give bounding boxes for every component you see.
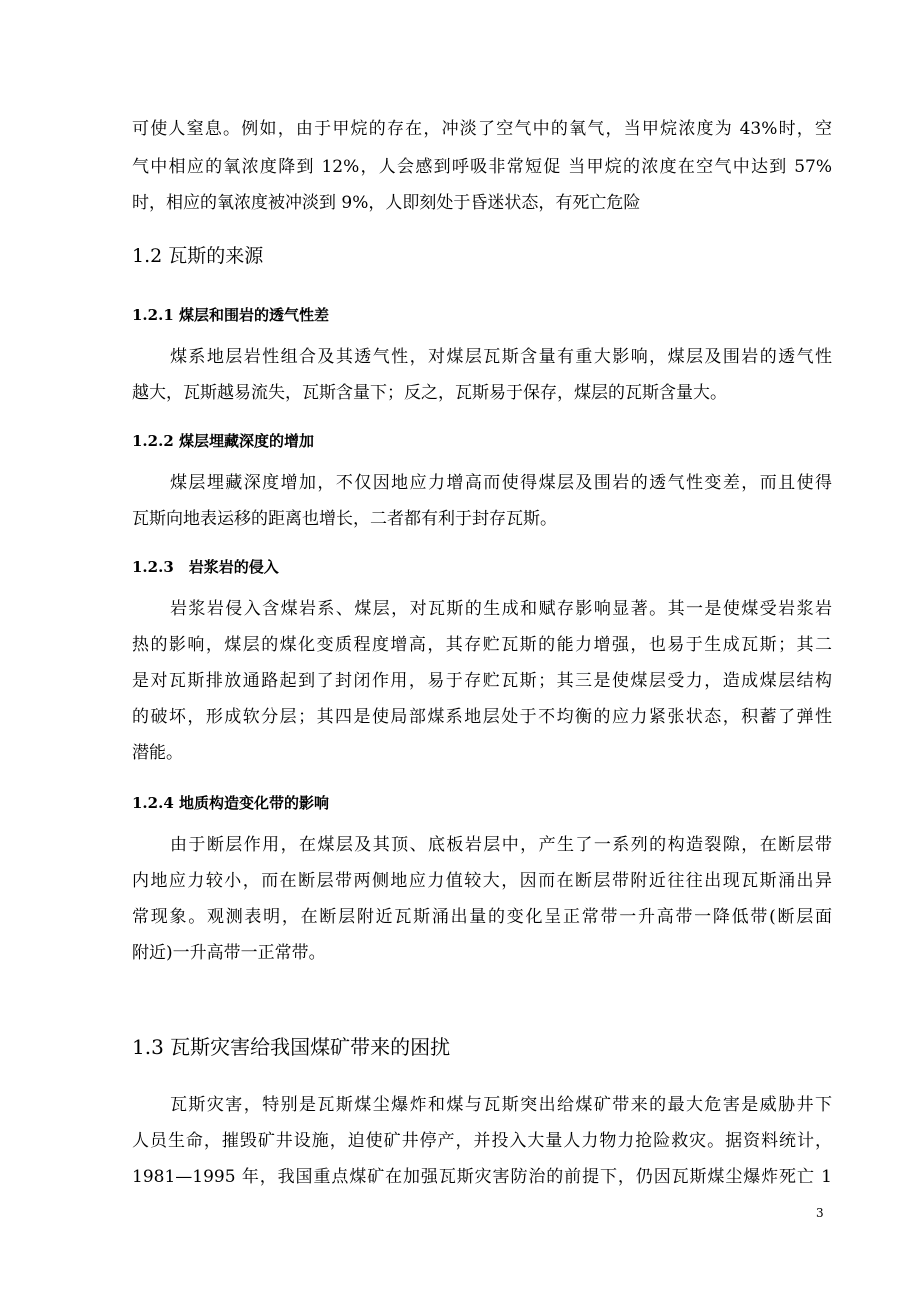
section-heading-1-3: 1.3 瓦斯灾害给我国煤矿带来的困扰	[132, 1035, 451, 1059]
paragraph-line: 时，相应的氧浓度被冲淡到 9%，人即刻处于昏迷状态，有死亡危险	[132, 193, 641, 213]
paragraph-line: 瓦斯向地表运移的距离也增长，二者都有利于封存瓦斯。	[132, 509, 557, 529]
paragraph-line: 潜能。	[132, 743, 183, 763]
paragraph-line: 气中相应的氧浓度降到 12%，人会感到呼吸非常短促 当甲烷的浓度在空气中达到 57%	[132, 157, 832, 177]
subsection-heading-1-2-3: 1.2.3 岩浆岩的侵入	[132, 558, 279, 576]
paragraph-line: 煤系地层岩性组合及其透气性，对煤层瓦斯含量有重大影响，煤层及围岩的透气性	[170, 347, 832, 367]
paragraph-line: 内地应力较小，而在断层带两侧地应力值较大，因而在断层带附近往往出现瓦斯涌出异	[132, 871, 832, 891]
subsection-heading-1-2-2: 1.2.2 煤层埋藏深度的增加	[132, 432, 314, 450]
page-number: 3	[816, 1206, 824, 1220]
section-heading-1-2: 1.2 瓦斯的来源	[132, 245, 264, 267]
paragraph-line: 的破坏，形成软分层；其四是使局部煤系地层处于不均衡的应力紧张状态，积蓄了弹性	[132, 707, 832, 727]
paragraph-line: 煤层埋藏深度增加，不仅因地应力增高而使得煤层及围岩的透气性变差，而且使得	[170, 473, 832, 493]
subsection-heading-1-2-1: 1.2.1 煤层和围岩的透气性差	[132, 306, 329, 324]
subsection-heading-1-2-4: 1.2.4 地质构造变化带的影响	[132, 794, 329, 812]
paragraph-line: 越大，瓦斯越易流失，瓦斯含量下；反之，瓦斯易于保存，煤层的瓦斯含量大。	[132, 383, 727, 403]
paragraph-line: 岩浆岩侵入含煤岩系、煤层，对瓦斯的生成和赋存影响显著。其一是使煤受岩浆岩	[170, 599, 832, 619]
paragraph-line: 热的影响，煤层的煤化变质程度增高，其存贮瓦斯的能力增强，也易于生成瓦斯；其二	[132, 635, 832, 655]
paragraph-line: 是对瓦斯排放通路起到了封闭作用，易于存贮瓦斯；其三是使煤层受力，造成煤层结构	[132, 671, 832, 691]
paragraph-line: 常现象。观测表明，在断层附近瓦斯涌出量的变化呈正常带一升高带一降低带(断层面	[132, 907, 832, 927]
paragraph-line: 可使人窒息。例如，由于甲烷的存在，冲淡了空气中的氧气，当甲烷浓度为 43%时，空	[132, 119, 832, 139]
paragraph-line: 瓦斯灾害，特别是瓦斯煤尘爆炸和煤与瓦斯突出给煤矿带来的最大危害是威胁井下	[170, 1095, 832, 1115]
paragraph-line: 人员生命，摧毁矿井设施，迫使矿井停产，并投入大量人力物力抢险救灾。据资料统计，	[132, 1131, 832, 1151]
paragraph-line: 1981—1995 年，我国重点煤矿在加强瓦斯灾害防治的前提下，仍因瓦斯煤尘爆炸死亡 1	[132, 1167, 832, 1187]
paragraph-line: 由于断层作用，在煤层及其顶、底板岩层中，产生了一系列的构造裂隙，在断层带	[170, 835, 832, 855]
paragraph-line: 附近)一升高带一正常带。	[132, 943, 326, 963]
